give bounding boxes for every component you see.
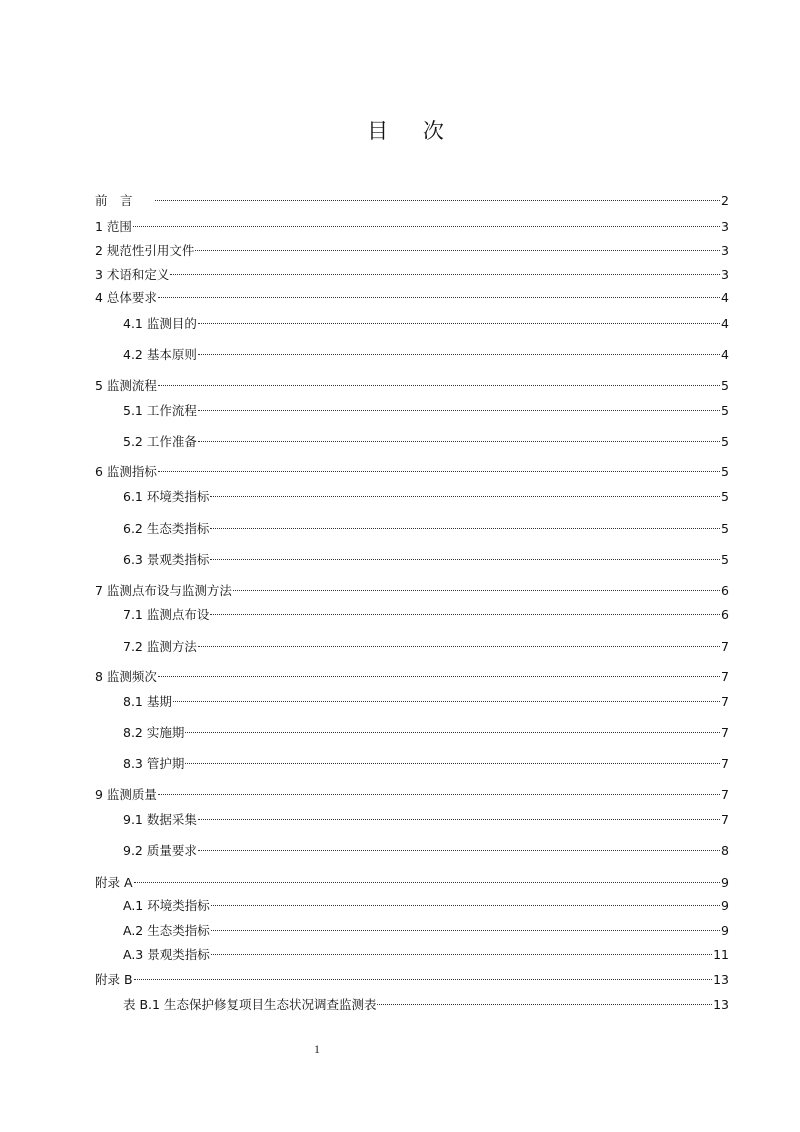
dot-leader [210, 546, 720, 564]
dot-leader [198, 806, 720, 824]
toc-entry-label: 4.1 监测目的 [123, 316, 197, 331]
toc-entry[interactable] [95, 237, 729, 258]
toc-entry-page-number: 9 [721, 923, 729, 938]
toc-entry-label: A.2 生态类指标 [123, 923, 210, 938]
toc-entry[interactable] [123, 837, 729, 858]
toc-entry[interactable] [95, 261, 729, 282]
toc-entry[interactable] [95, 284, 729, 305]
toc-entry-label: 5.2 工作准备 [123, 434, 197, 449]
toc-entry-label: 附录 B [95, 972, 133, 987]
toc-entry-page-number: 4 [721, 316, 729, 331]
toc-entry-page-number: 8 [721, 843, 729, 858]
toc-entry-label: 3 术语和定义 [95, 267, 170, 282]
toc-entry[interactable] [123, 892, 729, 913]
toc-entry[interactable] [123, 750, 729, 771]
toc-entry[interactable] [95, 781, 729, 802]
toc-entry-page-number: 3 [721, 267, 729, 282]
dot-leader [185, 750, 720, 768]
toc-entry-page-number: 7 [721, 812, 729, 827]
toc-entry-page-number: 5 [721, 403, 729, 418]
toc-entry-label: 4.2 基本原则 [123, 347, 197, 362]
toc-entry[interactable] [95, 663, 729, 684]
dot-leader [134, 966, 713, 984]
toc-entry-page-number: 13 [713, 972, 729, 987]
toc-entry-label: 8.2 实施期 [123, 725, 185, 740]
toc-entry-page-number: 7 [721, 725, 729, 740]
dot-leader [377, 991, 712, 1009]
toc-entry[interactable] [95, 966, 729, 987]
dot-leader [158, 781, 720, 799]
toc-entry[interactable] [95, 372, 729, 393]
toc-entry-page-number: 6 [721, 583, 729, 598]
toc-entry-page-number: 9 [721, 875, 729, 890]
dot-leader [198, 310, 720, 328]
toc-entry-page-number: 7 [721, 694, 729, 709]
toc-entry[interactable] [123, 917, 729, 938]
dot-leader [133, 213, 720, 231]
dot-leader [158, 663, 720, 681]
toc-entry-page-number: 5 [721, 464, 729, 479]
dot-leader [210, 483, 720, 501]
toc-entry[interactable] [123, 546, 729, 567]
dot-leader [198, 428, 720, 446]
toc-entry-page-number: 2 [721, 193, 729, 208]
dot-leader [211, 917, 720, 935]
page-title: 目 次 [367, 119, 458, 143]
toc-entry[interactable] [95, 577, 729, 598]
toc-entry-label: 5.1 工作流程 [123, 403, 197, 418]
toc-entry-label: 5 监测流程 [95, 378, 157, 393]
toc-entry-label: 7.2 监测方法 [123, 639, 197, 654]
toc-entry-page-number: 5 [721, 378, 729, 393]
toc-entry[interactable] [95, 213, 729, 234]
toc-entry[interactable] [123, 310, 729, 331]
toc-entry-label: 6.2 生态类指标 [123, 521, 210, 536]
toc-entry-page-number: 9 [721, 898, 729, 913]
toc-entry-preface[interactable] [95, 187, 729, 208]
dot-leader [198, 633, 720, 651]
dot-leader [195, 237, 720, 255]
toc-entry-label: 7.1 监测点布设 [123, 607, 210, 622]
toc-entry[interactable] [95, 869, 729, 890]
toc-entry-page-number: 11 [713, 947, 729, 962]
toc-entry-label: A.1 环境类指标 [123, 898, 210, 913]
dot-leader [170, 261, 720, 279]
footer-page-number: 1 [314, 1042, 320, 1056]
toc-entry-page-number: 3 [721, 219, 729, 234]
dot-leader [173, 688, 720, 706]
dot-leader [155, 187, 721, 205]
toc-entry-label: 9.1 数据采集 [123, 812, 197, 827]
toc-entry-label: 8.1 基期 [123, 694, 172, 709]
toc-entry-label: 4 总体要求 [95, 290, 157, 305]
dot-leader [198, 837, 720, 855]
dot-leader [185, 719, 720, 737]
dot-leader [210, 515, 720, 533]
dot-leader [198, 397, 720, 415]
toc-entry[interactable] [123, 515, 729, 536]
toc-entry-label: 6.1 环境类指标 [123, 489, 210, 504]
toc-entry[interactable] [123, 719, 729, 740]
toc-entry-page-number: 5 [721, 521, 729, 536]
toc-entry[interactable] [123, 688, 729, 709]
toc-entry-label: 6.3 景观类指标 [123, 552, 210, 567]
dot-leader [233, 577, 720, 595]
dot-leader [134, 869, 721, 887]
toc-entry-page-number: 5 [721, 489, 729, 504]
toc-entry-page-number: 7 [721, 787, 729, 802]
toc-entry[interactable] [123, 428, 729, 449]
dot-leader [211, 892, 720, 910]
toc-entry-page-number: 13 [713, 997, 729, 1012]
toc-entry-page-number: 4 [721, 347, 729, 362]
toc-entry-page-number: 5 [721, 552, 729, 567]
toc-entry-label: 2 规范性引用文件 [95, 243, 195, 258]
toc-entry-label: 9.2 质量要求 [123, 843, 197, 858]
toc-entry-label: 8 监测频次 [95, 669, 157, 684]
toc-entry-label: 7 监测点布设与监测方法 [95, 583, 232, 598]
toc-entry-page-number: 7 [721, 669, 729, 684]
toc-entry-page-number: 5 [721, 434, 729, 449]
toc-entry-page-number: 7 [721, 756, 729, 771]
toc-entry-page-number: 7 [721, 639, 729, 654]
toc-entry-label: 前 言 [95, 193, 133, 208]
toc-entry-label: 8.3 管护期 [123, 756, 185, 771]
toc-entry[interactable] [123, 806, 729, 827]
toc-entry-page-number: 6 [721, 607, 729, 622]
toc-entry-label: 6 监测指标 [95, 464, 157, 479]
toc-entry[interactable] [123, 483, 729, 504]
toc-entry-page-number: 4 [721, 290, 729, 305]
toc-entry-label: A.3 景观类指标 [123, 947, 210, 962]
dot-leader [158, 284, 720, 302]
toc-entry-page-number: 3 [721, 243, 729, 258]
toc-entry-label: 1 范围 [95, 219, 132, 234]
dot-leader [198, 341, 720, 359]
toc-entry[interactable] [123, 341, 729, 362]
toc-entry[interactable] [123, 397, 729, 418]
dot-leader [211, 941, 712, 959]
dot-leader [158, 372, 720, 390]
dot-leader [210, 601, 720, 619]
toc-entry-label: 附录 A [95, 875, 133, 890]
dot-leader [158, 458, 720, 476]
toc-entry[interactable] [95, 458, 729, 479]
toc-entry[interactable] [123, 991, 729, 1012]
toc-entry[interactable] [123, 941, 729, 962]
toc-entry-label: 9 监测质量 [95, 787, 157, 802]
toc-entry-label: 表 B.1 生态保护修复项目生态状况调查监测表 [123, 997, 377, 1012]
toc-entry[interactable] [123, 601, 729, 622]
toc-entry[interactable] [123, 633, 729, 654]
